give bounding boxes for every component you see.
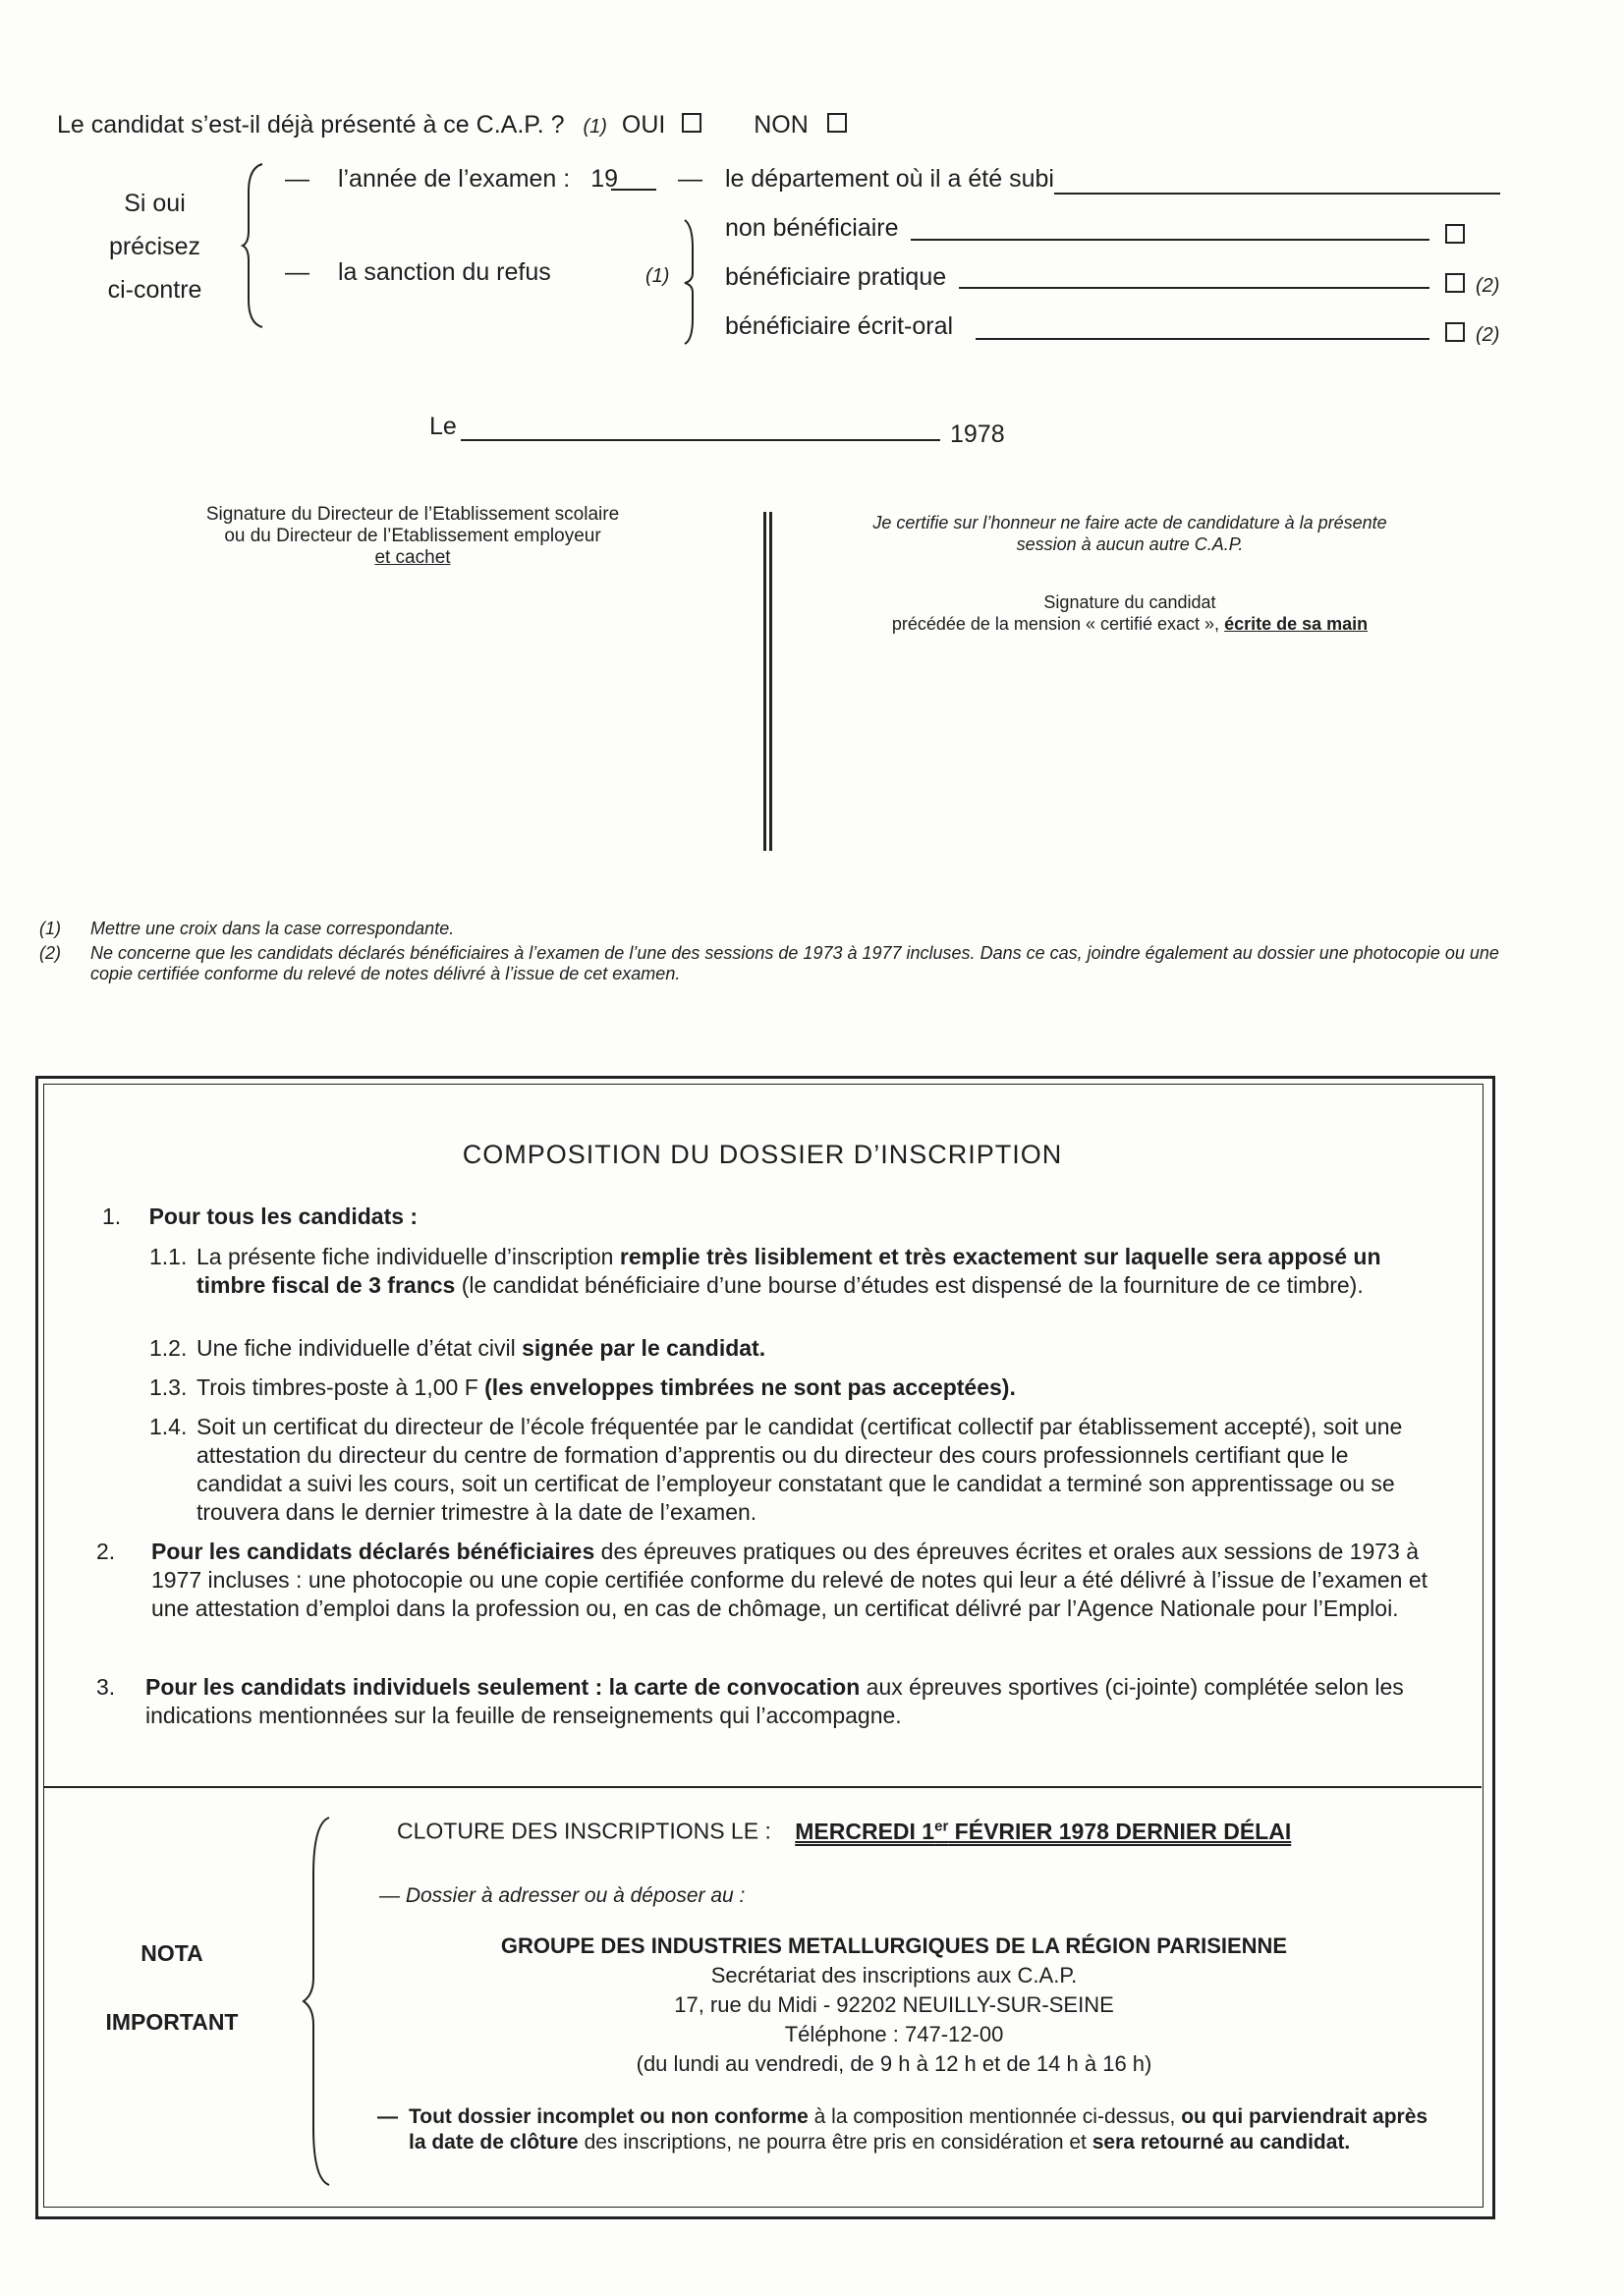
option-2-checkbox[interactable]	[1445, 273, 1465, 293]
item-1-3: 1.3. Trois timbres-poste à 1,00 F (les enveloppes timbrées ne sont pas acceptées).	[149, 1374, 1016, 1400]
signature-right-candidate: Signature du candidat précédée de la mension « certifié exact », écrite de sa main	[891, 592, 1369, 634]
non-label: NON	[754, 111, 809, 139]
annee-input[interactable]	[611, 189, 656, 191]
signature-left: Signature du Directeur de l’Etablissement scolaire ou du Directeur de l’Etablissement employeur et cachet	[205, 504, 620, 568]
section-2: 2. Pour les candidats déclarés bénéficiaires des épreuves pratiques ou des épreuves écrites et orales aux sessions de 1973 à 1977 incluses : une photocopie ou une copie certifiée conforme du relevé de notes qui leur a été délivré à l’issue de l’examen et une attestation d’emploi dans la profession ou, en cas de chômage, un certificat délivré par l’Agence Nationale pour l’Emploi.	[96, 1539, 1428, 1621]
si-oui-label: Si oui précisez ci-contre	[107, 190, 202, 304]
oui-label: OUI	[621, 111, 666, 139]
annee-row: — l’année de l’examen : 19	[285, 165, 618, 193]
footnotes: (1) Mettre une croix dans la case correspondante. (2) Ne concerne que les candidats déclarés bénéficiaires à l’examen de l’une des sessions de 1973 à 1977 incluses. Dans ce cas, joindre également au dossier une photocopie ou une copie certifiée conforme du relevé de notes délivré à l’issue de cet examen.	[39, 919, 1499, 983]
brace-left-icon	[241, 162, 270, 329]
dossier-text: — Dossier à adresser ou à déposer au :	[379, 1884, 746, 1907]
option-1-checkbox[interactable]	[1445, 224, 1465, 244]
option-3-line[interactable]	[976, 338, 1429, 340]
sanction-row: — la sanction du refus	[285, 258, 551, 286]
item-1-4: 1.4. Soit un certificat du directeur de l’école fréquentée par le candidat (certificat collectif par établissement accepté), soit une attestation du directeur du centre de formation d’apprentis ou du directeur des cours professionnels certifiant que le candidat a suivi les cours, soit un certificat de l’employeur constatant que le candidat a terminé son apprentissage ou se trouvera dans le dernier trimestre à la date de l’examen.	[149, 1414, 1403, 1525]
option-beneficiaire-ecrit-oral: bénéficiaire écrit-oral	[725, 312, 954, 340]
signature-divider	[763, 512, 766, 851]
sanction-note: (1)	[645, 265, 670, 287]
departement-input[interactable]	[1054, 193, 1500, 195]
item-1-1: 1.1. La présente fiche individuelle d’inscription remplie très lisiblement et très exactement sur laquelle sera apposé un timbre fiscal de 3 francs (le candidat bénéficiaire d’une bourse d’études est dispensé de la fourniture de ce timbre).	[149, 1244, 1381, 1298]
date-input[interactable]	[461, 439, 940, 441]
option-non-beneficiaire: non bénéficiaire	[725, 214, 899, 242]
nota-divider	[43, 1786, 1482, 1788]
address-block: GROUPE DES INDUSTRIES METALLURGIQUES DE LA RÉGION PARISIENNE Secrétariat des inscriptions aux C.A.P. 17, rue du Midi - 92202 NEUILLY-SUR-SEINE Téléphone : 747-12-00 (du lundi au vendredi, de 9 h à 12 h et de 14 h à 16 h)	[500, 1933, 1288, 2076]
question-text: Le candidat s’est-il déjà présenté à ce C.A.P. ?	[57, 111, 565, 139]
brace-nota-icon	[300, 1816, 339, 2187]
oui-checkbox[interactable]	[682, 113, 701, 133]
important-label: IMPORTANT	[105, 2009, 239, 2035]
section-1: 1. Pour tous les candidats :	[102, 1204, 419, 1229]
option-2-note: (2)	[1476, 275, 1500, 297]
option-2-line[interactable]	[959, 287, 1429, 289]
option-3-checkbox[interactable]	[1445, 322, 1465, 342]
candidate-question	[57, 111, 847, 140]
composition-title: COMPOSITION DU DOSSIER D’INSCRIPTION	[462, 1140, 1063, 1169]
question-note: (1)	[583, 116, 607, 138]
non-checkbox[interactable]	[827, 113, 847, 133]
option-1-line[interactable]	[911, 239, 1429, 241]
option-beneficiaire-pratique: bénéficiaire pratique	[725, 263, 947, 291]
brace-right-icon	[681, 218, 700, 346]
nota-label: NOTA	[140, 1940, 203, 1966]
departement-label: le département où il a été subi	[725, 165, 1054, 193]
date-year: 1978	[950, 420, 1005, 448]
warning-text: — Tout dossier incomplet ou non conforme à la composition mentionnée ci-dessus, ou qui parviendrait après la date de clôture des inscriptions, ne pourra être pris en considération et sera retourné au candidat.	[377, 2105, 1428, 2154]
date-prefix: Le	[429, 413, 457, 440]
annee-dash: —	[678, 165, 702, 193]
signature-right-certify: Je certifie sur l’honneur ne faire acte de candidature à la présente session à aucun autre C.A.P.	[872, 513, 1387, 554]
cloture-row: CLOTURE DES INSCRIPTIONS LE : MERCREDI 1er FÉVRIER 1978 DERNIER DÉLAI	[397, 1818, 1292, 1844]
signature-divider-2	[769, 512, 772, 851]
option-3-note: (2)	[1476, 324, 1500, 346]
item-1-2: 1.2. Une fiche individuelle d’état civil signée par le candidat.	[149, 1335, 766, 1361]
section-3: 3. Pour les candidats individuels seulement : la carte de convocation aux épreuves sportives (ci-jointe) complétée selon les indications mentionnées sur la feuille de renseignements qui l’accompagne.	[96, 1674, 1404, 1728]
